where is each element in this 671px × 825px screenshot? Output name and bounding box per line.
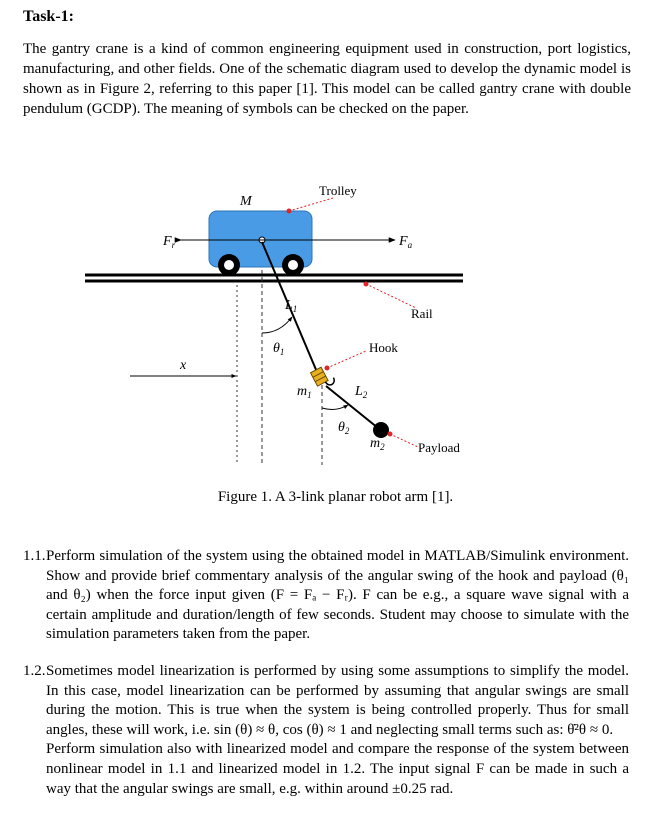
task-title: Task-1:: [23, 8, 74, 25]
section-1-2: [23, 662, 629, 799]
label-m2: [370, 436, 385, 452]
label-force-fa-sym: F: [399, 234, 408, 249]
section-1-2-text-b: Perform simulation also with linearized model and compare the response of the system between nonlinear model in 1.1 and linearized model in 1.2. The input signal F can be made in such a way that the angular swings are small, e.g. within around ±0.25 rad.: [46, 741, 629, 797]
pointer-payload: [390, 434, 418, 447]
section-1-2-text-a: Sometimes model linearization is performed by using some assumptions to simplify the model. In this case, model linearization can be performed by assuming that angular swings are small during the motion. This is true when the system is being controlled properly. Thus for small angles, these will work, i.e. sin (θ) ≈ θ, cos (θ) ≈ 1 and neglecting small terms such as: θ̇²θ ≈ 0.: [46, 663, 629, 738]
label-m1: [297, 384, 312, 400]
section-1-1-text: Perform simulation of the system using the obtained model in MATLAB/Simulink environment. Show and provide brief commentary analysis of the angular swing of the hook and payload (θ₁ and θ₂) when the force input given (F = Fₐ − Fᵣ). F can be e.g., a square wave signal with a certain amplitude and duration/length of few seconds. Student may choose to simulate with the simulation parameters taken from the paper.: [46, 548, 629, 643]
label-m1-sub: 1: [307, 390, 312, 400]
label-l1-sym: L: [285, 298, 293, 313]
hook-icon: [310, 364, 335, 390]
label-theta2: [338, 420, 350, 436]
label-l2: [354, 384, 368, 400]
pointer-hook-dot: [325, 366, 330, 371]
label-payload: Payload: [418, 440, 460, 455]
label-m2-sym: m: [370, 436, 381, 451]
pointer-rail-dot: [364, 282, 369, 287]
theta2-arc: [322, 405, 348, 409]
label-theta1-sym: θ: [273, 341, 280, 356]
label-theta1: [273, 341, 284, 357]
label-l2-sym: L: [355, 384, 363, 399]
label-l2-sub: 2: [362, 390, 368, 400]
cable-l2: [326, 386, 378, 428]
label-trolley: Trolley: [319, 183, 357, 198]
intro-paragraph: The gantry crane is a kind of common engineering equipment used in construction, port logistics, manufacturing, and other fields. One of the schematic diagram used to develop the dynamic model is shown as in Figure 2, referring to this paper [1]. This model can be called gantry crane with double pendulum (GCDP). The meaning of symbols can be checked on the paper.: [23, 41, 631, 117]
theta1-arc: [262, 317, 292, 333]
label-x: x: [180, 358, 187, 373]
section-1-1: [23, 547, 629, 645]
pointer-rail: [366, 284, 416, 308]
pointer-payload-dot: [388, 432, 393, 437]
label-force-fr-sub: r: [171, 240, 176, 250]
figure-caption: Figure 1. A 3-link planar robot arm [1].: [217, 489, 454, 505]
label-theta2-sym: θ: [338, 420, 345, 435]
label-rail: Rail: [411, 306, 433, 321]
section-1-1-number: 1.1.: [23, 548, 46, 564]
label-mass-trolley: M: [240, 194, 252, 209]
label-force-fa-sub: a: [407, 240, 413, 250]
label-force-fr: [162, 234, 176, 250]
label-m2-sub: 2: [380, 442, 385, 452]
pointer-trolley: [289, 198, 333, 211]
label-theta1-sub: 1: [279, 347, 285, 357]
label-force-fr-sym: F: [163, 234, 172, 249]
trolley-wheel-right-hub: [288, 260, 298, 270]
pointer-trolley-dot: [287, 209, 292, 214]
pointer-hook: [327, 351, 366, 368]
section-1-2-number: 1.2.: [23, 663, 46, 679]
trolley-wheel-left-hub: [224, 260, 234, 270]
label-m1-sym: m: [297, 384, 308, 399]
label-force-fa: [398, 234, 413, 250]
label-l1-sub: 1: [292, 304, 298, 314]
label-theta2-sub: 2: [344, 426, 350, 436]
label-hook: Hook: [369, 340, 398, 355]
label-l1: [284, 298, 297, 314]
